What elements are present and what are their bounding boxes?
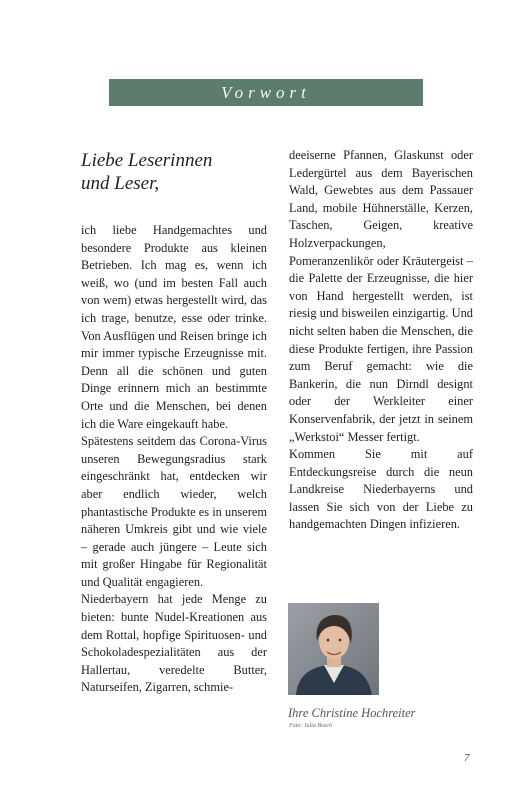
paragraph: ich liebe Handgemachtes und besondere Produkte aus kleinen Betrieben. Ich mag es, wenn ich weiß, wo (und im besten Fall auch von wem) etwas hergestellt wird, das ich trage, benutze, esse oder trinke. Von Ausflügen und Reisen bringe ich mir immer typische Erzeugnisse mit. Denn all die schönen und guten Dinge erinnern mich an bestimmte Orte und die Menschen, bei denen ich die Ware eingekauft habe. — [81, 223, 267, 431]
paragraph: Kommen Sie mit auf Entdeckungsreise durch die neun Landkreise Niederbayerns und lassen Sie sich von der Liebe zu handgemachten Dingen infizieren. — [289, 447, 473, 532]
chapter-title-banner — [109, 79, 423, 106]
right-text-column — [289, 147, 473, 534]
paragraph: Spätestens seitdem das Corona-Virus unseren Bewegungsradius stark eingeschränkt hat, entdecken wir aber endlich wieder, welch phantastische Produkte es in unserem näheren Umkreis gibt und wie viele – gerade auch jüngere – Leute sich mit großer Hingabe für Regionalität und Qualität engagieren. — [81, 434, 267, 589]
photo-credit: Foto: Julia Bosch — [289, 723, 332, 729]
salutation-line-2: und Leser, — [81, 173, 160, 194]
portrait-illustration — [288, 603, 379, 695]
salutation — [81, 149, 271, 195]
author-portrait-photo — [288, 603, 379, 695]
author-signature: Ihre Christine Hochreiter — [288, 706, 416, 720]
paragraph: Niederbayern hat jede Menge zu bieten: bunte Nudel-Kreationen aus dem Rottal, hopfige Spirituosen- und Schokoladespezialitäten aus der Hallertau, veredelte Butter, Naturseifen, Zigarren, schmie- — [81, 592, 267, 695]
left-text-column — [81, 222, 267, 697]
salutation-line-1: Liebe Leserinnen — [81, 150, 213, 171]
chapter-title: Vorwort — [221, 82, 311, 102]
page-number: 7 — [464, 752, 470, 764]
paragraph: deeiserne Pfannen, Glaskunst oder Ledergürtel aus dem Bayerischen Wald, Gewebtes aus dem Passauer Land, mobile Hühnerställe, Kerzen, Taschen, Geigen, kreative Holzverpackungen, Pomeranzenlikör oder Kräutergeist – die Palette der Erzeugnisse, die hier von Hand hergestellt werden, ist riesig und bisweilen einzigartig. Und nicht selten haben die Menschen, die diese Produkte fertigen, ihre Passion zum Beruf gemacht: wie die Bankerin, die nun Dirndl designt oder der Werkleiter einer Konservenfabrik, der jetzt in seinem „Werkstoi“ Messer fertigt. — [289, 148, 473, 444]
